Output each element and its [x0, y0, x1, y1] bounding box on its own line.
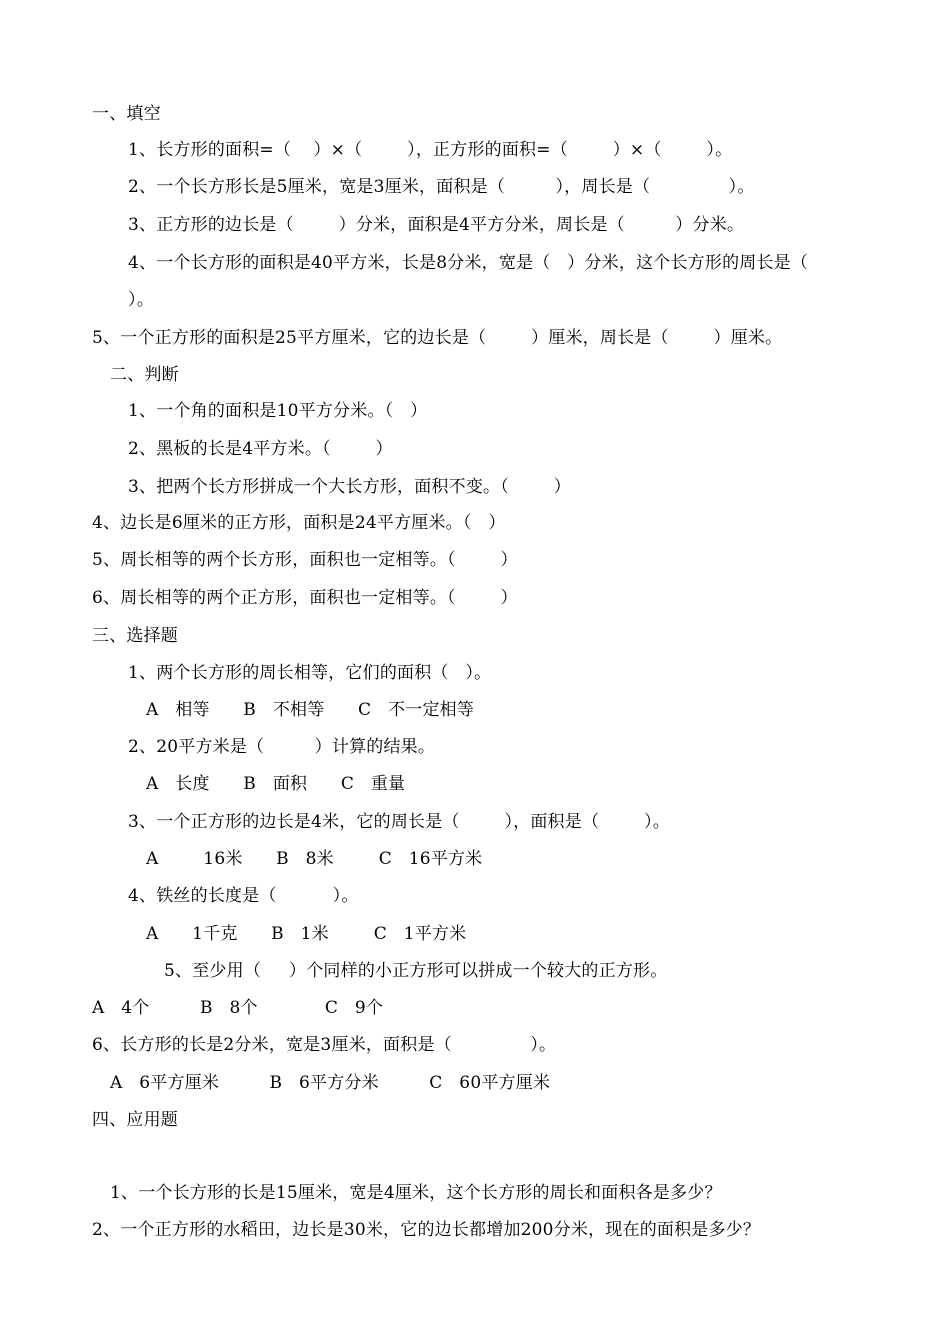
application-question-1: 1、一个长方形的长是15厘米，宽是4厘米，这个长方形的周长和面积各是多少？ [110, 1183, 722, 1203]
fill-in-question-2: 2、一个长方形长是5厘米，宽是3厘米，面积是（ ），周长是（ ）。 [128, 177, 755, 197]
fill-in-question-4-continued: ）。 [128, 290, 154, 310]
choice-question-6-options: A 6平方厘米 B 6平方分米 C 60平方厘米 [110, 1073, 551, 1093]
judge-question-5: 5、周长相等的两个长方形，面积也一定相等。（ ） [92, 550, 518, 570]
fill-in-question-1: 1、长方形的面积=（ ）×（ ），正方形的面积=（ ）×（ ）。 [128, 140, 733, 160]
choice-question-1-options: A 相等 B 不相等 C 不一定相等 [146, 700, 475, 720]
fill-in-question-3: 3、正方形的边长是（ ）分米，面积是4平方分米，周长是（ ）分米。 [128, 215, 745, 235]
application-question-2: 2、一个正方形的水稻田，边长是30米，它的边长都增加200分米，现在的面积是多少？ [92, 1220, 761, 1240]
choice-question-4: 4、铁丝的长度是（ ）。 [128, 886, 359, 906]
section-choice-title: 三、选择题 [92, 626, 178, 646]
section-application-title: 四、应用题 [92, 1110, 178, 1130]
judge-question-1: 1、一个角的面积是10平方分米。（ ） [128, 401, 428, 421]
choice-question-6: 6、长方形的长是2分米，宽是3厘米，面积是（ ）。 [92, 1035, 557, 1055]
choice-question-2: 2、20平方米是（ ）计算的结果。 [128, 737, 436, 757]
judge-question-3: 3、把两个长方形拼成一个大长方形，面积不变。（ ） [128, 477, 571, 497]
section-judge-title: 二、判断 [110, 365, 179, 385]
choice-question-3-options: A 16米 B 8米 C 16平方米 [146, 849, 483, 869]
fill-in-question-4: 4、一个长方形的面积是40平方米，长是8分米，宽是（ ）分米，这个长方形的周长是（ [128, 253, 809, 273]
choice-question-1: 1、两个长方形的周长相等，它们的面积（ ）。 [128, 663, 492, 683]
choice-question-5: 5、至少用（ ）个同样的小正方形可以拼成一个较大的正方形。 [164, 961, 668, 981]
choice-question-3: 3、一个正方形的边长是4米，它的周长是（ ），面积是（ ）。 [128, 812, 670, 832]
section-fill-in-title: 一、填空 [92, 104, 161, 124]
judge-question-6: 6、周长相等的两个正方形，面积也一定相等。（ ） [92, 588, 518, 608]
judge-question-4: 4、边长是6厘米的正方形，面积是24平方厘米。（ ） [92, 513, 506, 533]
choice-question-5-options: A 4个 B 8个 C 9个 [92, 998, 384, 1018]
judge-question-2: 2、黑板的长是4平方米。（ ） [128, 439, 393, 459]
choice-question-2-options: A 长度 B 面积 C 重量 [146, 774, 406, 794]
choice-question-4-options: A 1千克 B 1米 C 1平方米 [146, 924, 467, 944]
fill-in-question-5: 5、一个正方形的面积是25平方厘米，它的边长是（ ）厘米，周长是（ ）厘米。 [92, 328, 783, 348]
